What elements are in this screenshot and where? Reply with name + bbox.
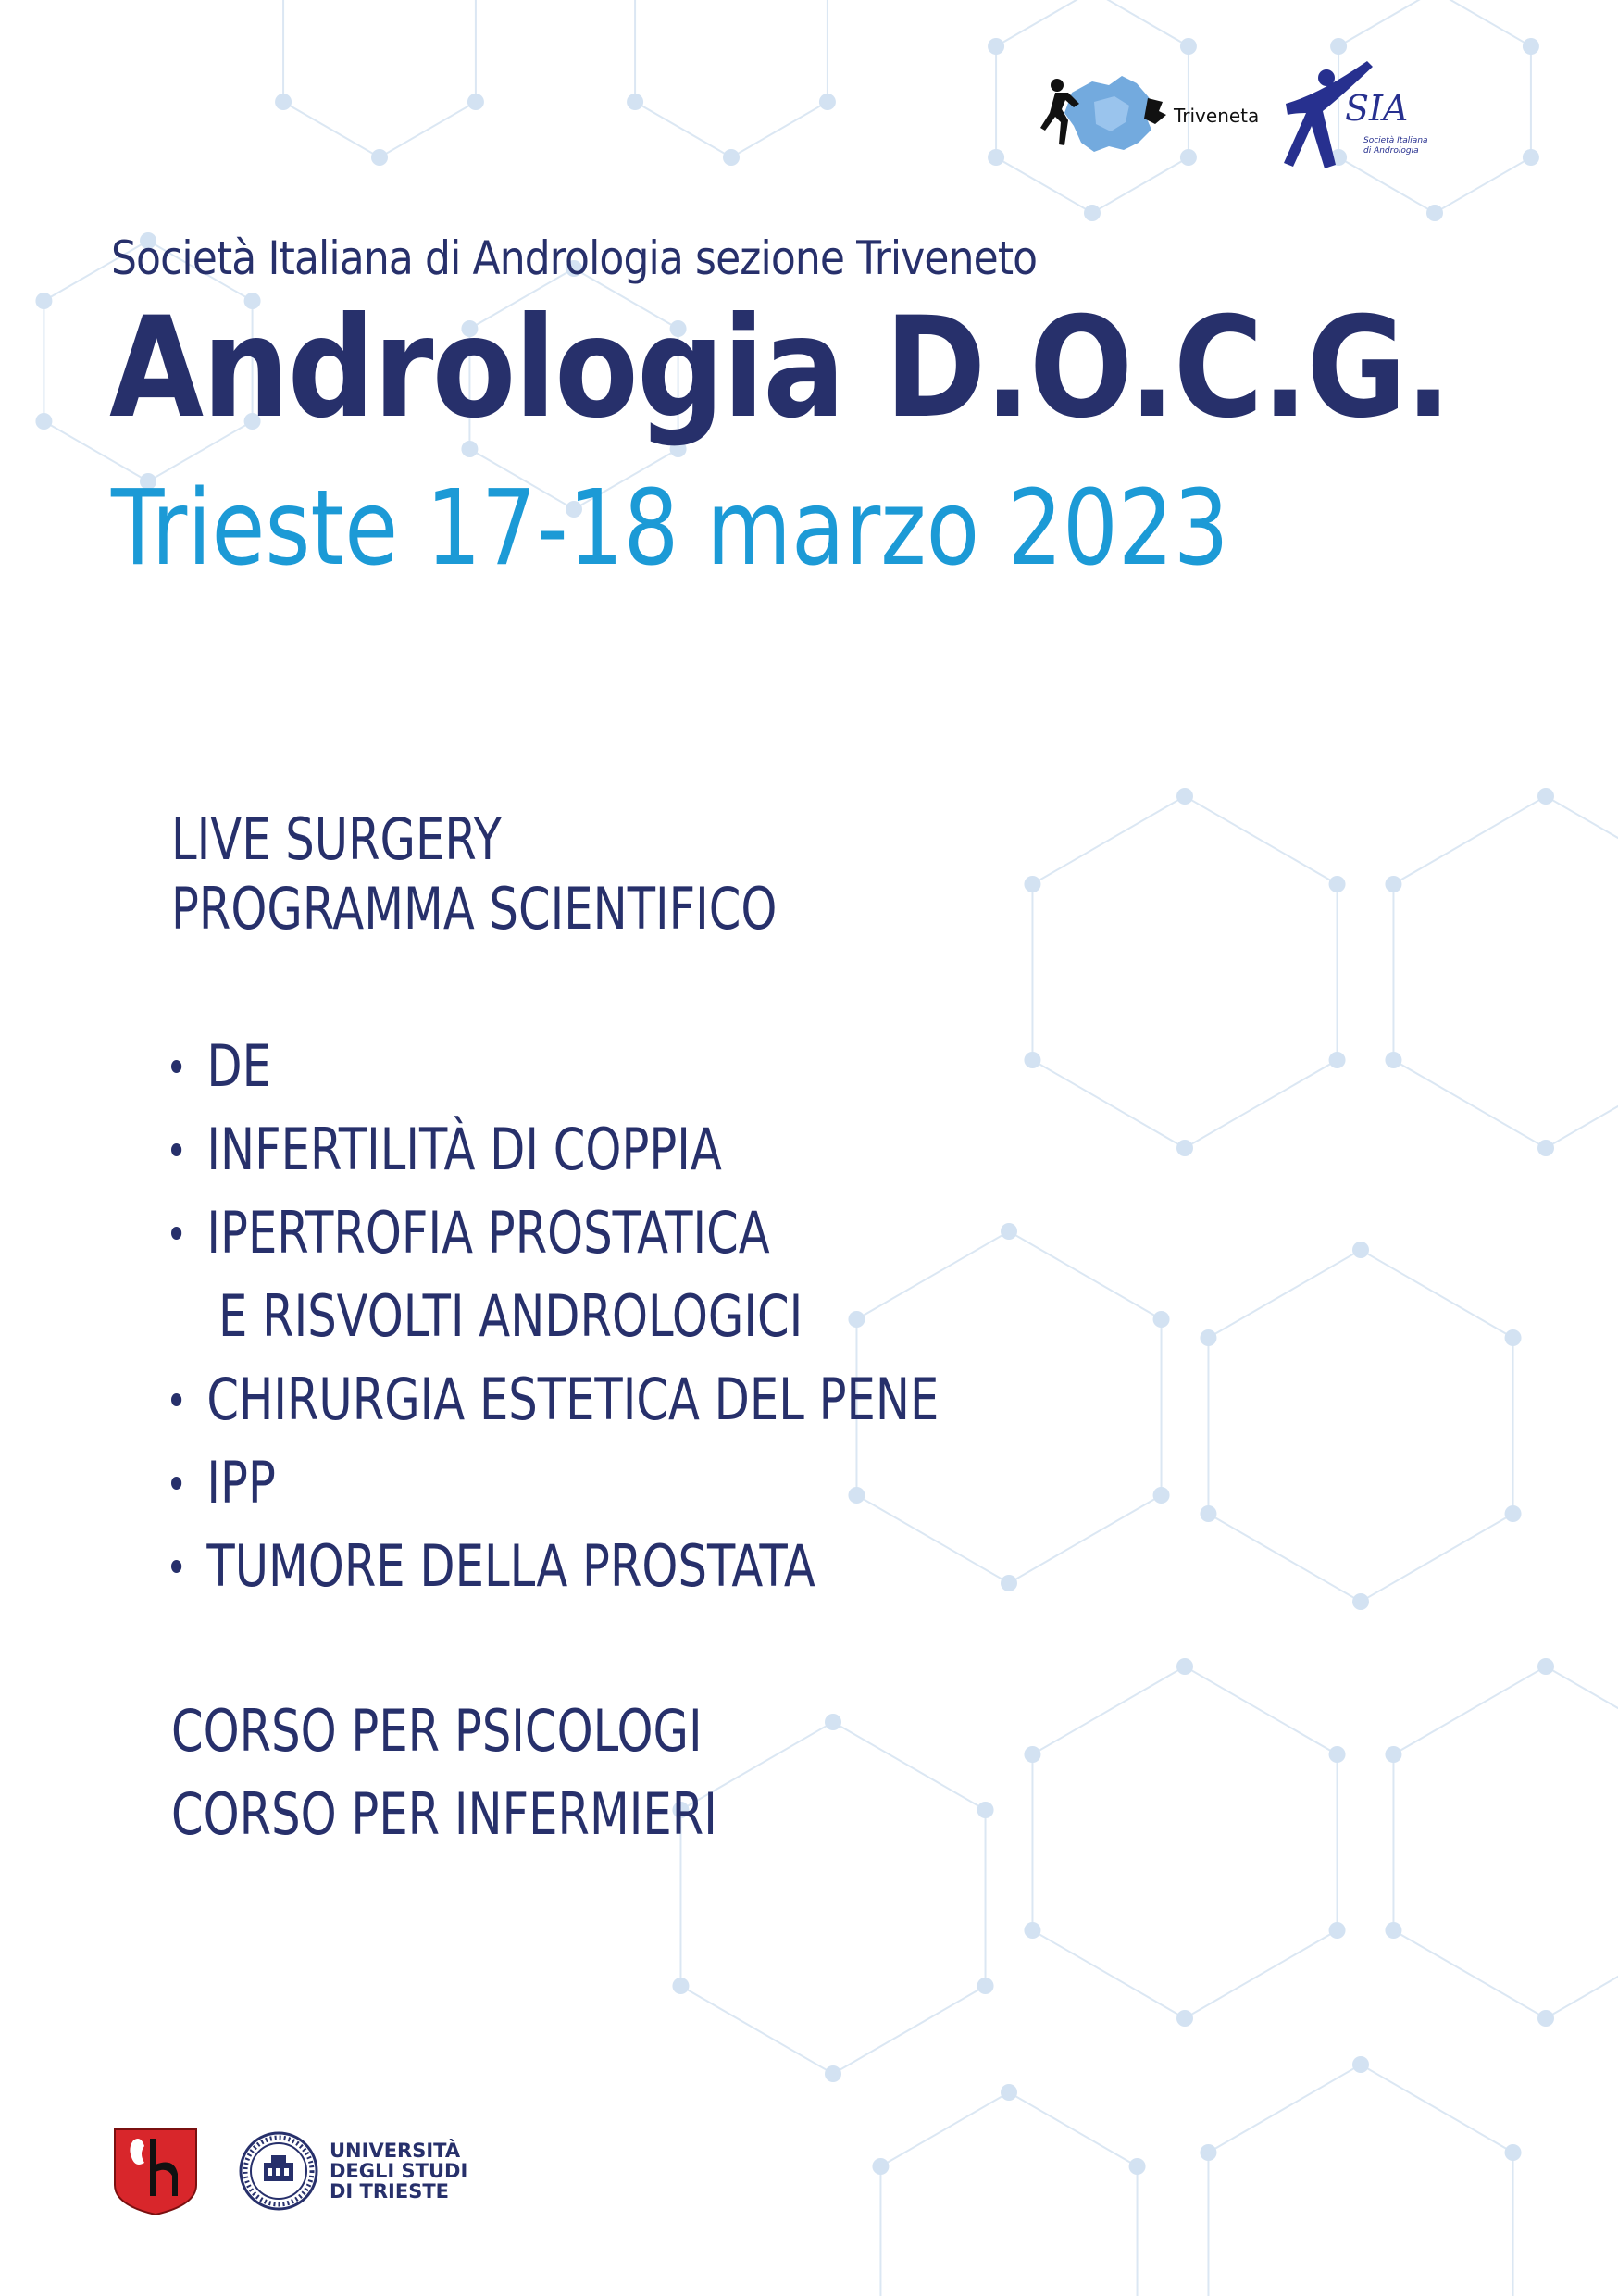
network-node	[1176, 1658, 1193, 1675]
list-item: TUMORE DELLA PROSTATA	[171, 1532, 815, 1600]
university-name-line: DEGLI STUDI	[330, 2160, 468, 2182]
network-node	[1129, 2158, 1146, 2175]
network-node	[35, 293, 52, 309]
network-node	[1537, 1658, 1554, 1675]
network-node	[1200, 1329, 1216, 1346]
network-node	[1024, 1922, 1040, 1939]
program-intro-live-surgery: LIVE SURGERY	[171, 805, 502, 873]
network-node	[1505, 1505, 1522, 1522]
triveneto-logo-text: Triveneta	[1174, 105, 1260, 127]
network-node	[1180, 38, 1197, 55]
network-node	[1385, 1922, 1401, 1939]
list-item-continuation: E RISVOLTI ANDROLOGICI	[218, 1282, 803, 1350]
network-node	[1329, 1052, 1346, 1068]
network-node	[467, 94, 484, 110]
network-node	[1523, 149, 1539, 166]
network-node	[1537, 1140, 1554, 1156]
network-hexagon	[1032, 1666, 1337, 2018]
network-node	[371, 149, 388, 166]
list-item: IPERTROFIA PROSTATICA	[171, 1199, 770, 1267]
network-node	[672, 1802, 689, 1818]
network-node	[1329, 1746, 1346, 1763]
sia-logo-caption: di Andrologia	[1363, 146, 1419, 156]
network-node	[1385, 876, 1401, 892]
event-subtitle: Società Italiana di Andrologia sezione Triveneto	[111, 231, 1038, 285]
network-node	[872, 2158, 889, 2175]
list-item: IPP	[171, 1449, 276, 1516]
sia-logo	[1282, 57, 1467, 178]
network-hexagon	[880, 2092, 1137, 2296]
network-node	[1200, 2144, 1216, 2161]
network-node	[1329, 876, 1346, 892]
network-node	[627, 94, 643, 110]
network-node	[1385, 1052, 1401, 1068]
network-hexagon	[1393, 796, 1618, 1148]
sia-logo-caption: Società Italiana	[1363, 136, 1428, 145]
network-hexagon	[1208, 2065, 1512, 2296]
network-node	[1001, 1223, 1017, 1240]
network-node	[848, 1311, 865, 1328]
network-hexagon	[1032, 796, 1337, 1148]
event-title: Andrologia D.O.C.G.	[109, 288, 1450, 449]
list-item: INFERTILITÀ DI COPPIA	[171, 1116, 722, 1183]
network-hexagon	[635, 0, 828, 157]
network-node	[1024, 1052, 1040, 1068]
network-node	[275, 94, 292, 110]
sia-logo-text: SIA	[1345, 88, 1409, 129]
network-node	[1505, 2144, 1522, 2161]
network-hexagon	[283, 0, 476, 157]
network-hexagon	[856, 1231, 1161, 1583]
network-node	[1385, 1746, 1401, 1763]
network-node	[723, 149, 740, 166]
network-hexagon	[680, 1722, 985, 2074]
triveneto-logo	[1037, 65, 1268, 167]
network-node	[988, 149, 1004, 166]
network-node	[1024, 876, 1040, 892]
network-node	[825, 2065, 841, 2082]
university-name-line: UNIVERSITÀ	[330, 2140, 461, 2162]
network-node	[672, 1978, 689, 1994]
network-node	[988, 38, 1004, 55]
network-node	[1352, 1593, 1369, 1610]
university-seal-icon	[239, 2131, 318, 2211]
network-node	[1329, 1922, 1346, 1939]
network-node	[1024, 1746, 1040, 1763]
network-hexagon	[1208, 1250, 1512, 1602]
network-node	[819, 94, 836, 110]
list-item: DE	[171, 1032, 271, 1100]
network-node	[1153, 1311, 1170, 1328]
network-node	[1426, 205, 1443, 221]
network-node	[1505, 1329, 1522, 1346]
network-node	[1176, 1140, 1193, 1156]
network-node	[1001, 1575, 1017, 1591]
network-node	[1153, 1487, 1170, 1504]
network-node	[1537, 2010, 1554, 2027]
program-intro-scientific: PROGRAMMA SCIENTIFICO	[171, 875, 778, 942]
network-hexagon	[1393, 1666, 1618, 2018]
network-node	[1176, 2010, 1193, 2027]
network-node	[825, 1714, 841, 1730]
network-node	[848, 1487, 865, 1504]
network-node	[1330, 38, 1347, 55]
network-node	[35, 413, 52, 430]
event-date: Trieste 17-18 marzo 2023	[111, 468, 1229, 589]
network-node	[1352, 1242, 1369, 1258]
course-nurses: CORSO PER INFERMIERI	[171, 1780, 717, 1848]
network-node	[1001, 2084, 1017, 2101]
network-node	[1084, 205, 1101, 221]
network-node	[1523, 38, 1539, 55]
network-node	[977, 1802, 994, 1818]
course-psychologists: CORSO PER PSICOLOGI	[171, 1697, 703, 1765]
university-name-line: DI TRIESTE	[330, 2180, 450, 2202]
network-node	[1537, 788, 1554, 805]
network-node	[977, 1978, 994, 1994]
hospital-crest-logo	[113, 2128, 198, 2216]
network-node	[1176, 788, 1193, 805]
list-item: CHIRURGIA ESTETICA DEL PENE	[171, 1366, 939, 1433]
university-name	[330, 2140, 467, 2202]
network-node	[1352, 2056, 1369, 2073]
network-node	[1200, 1505, 1216, 1522]
